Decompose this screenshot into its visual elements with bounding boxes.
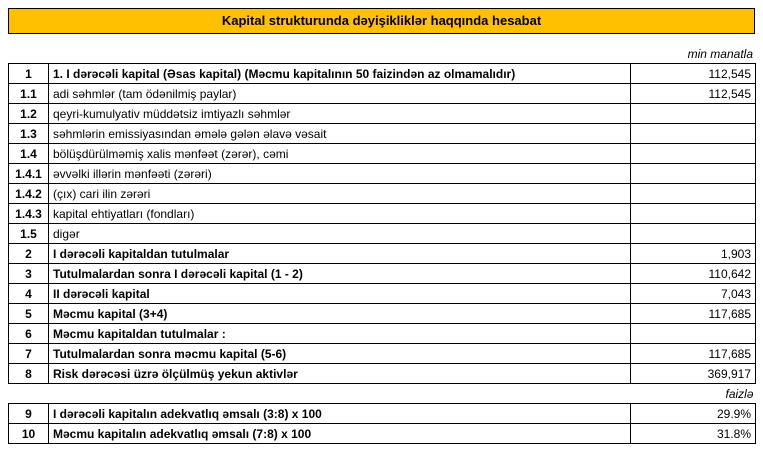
row-value: 117,685	[631, 304, 756, 324]
row-value	[631, 104, 756, 124]
row-label: səhmlərin emissiyasından əmələ gələn əlavə vəsait	[49, 124, 631, 144]
row-value	[631, 224, 756, 244]
table-row	[9, 184, 756, 204]
table-row	[9, 124, 756, 144]
table-row	[9, 64, 756, 84]
table-row	[9, 224, 756, 244]
row-label: Məcmu kapitalın adekvatlıq əmsalı (7:8) x 100	[49, 424, 631, 444]
row-label: II dərəcəli kapital	[49, 284, 631, 304]
row-label: digər	[49, 224, 631, 244]
row-number: 5	[9, 304, 49, 324]
row-number: 1.4	[9, 144, 49, 164]
row-value: 7,043	[631, 284, 756, 304]
report-title: Kapital strukturunda dəyişikliklər haqqında hesabat	[221, 13, 542, 28]
row-number: 10	[9, 424, 49, 444]
report-title-bar	[8, 8, 755, 34]
unit-note-percent: faizlə	[725, 386, 754, 401]
row-number: 1.4.3	[9, 204, 49, 224]
unit-note-row	[9, 384, 756, 404]
row-label: Tutulmalardan sonra məcmu kapital (5-6)	[49, 344, 631, 364]
table-row	[9, 304, 756, 324]
row-number: 1	[9, 64, 49, 84]
row-label: adi səhmlər (tam ödənilmiş paylar)	[49, 84, 631, 104]
table-row	[9, 404, 756, 424]
table-row	[9, 264, 756, 284]
row-number: 9	[9, 404, 49, 424]
row-value	[631, 204, 756, 224]
row-label: qeyri-kumulyativ müddətsiz imtiyazlı səhmlər	[49, 104, 631, 124]
row-number: 1.5	[9, 224, 49, 244]
row-value: 112,545	[631, 64, 756, 84]
row-value: 31.8%	[631, 424, 756, 444]
capital-structure-table	[8, 63, 756, 444]
row-label: bölüşdürülməmiş xalis mənfəət (zərər), cəmi	[49, 144, 631, 164]
table-row	[9, 84, 756, 104]
row-value: 110,642	[631, 264, 756, 284]
row-number: 2	[9, 244, 49, 264]
row-value: 1,903	[631, 244, 756, 264]
row-value: 369,917	[631, 364, 756, 384]
row-label: Risk dərəcəsi üzrə ölçülmüş yekun aktivlər	[49, 364, 631, 384]
row-value	[631, 144, 756, 164]
table-row	[9, 324, 756, 344]
row-number: 1.1	[9, 84, 49, 104]
row-value: 117,685	[631, 344, 756, 364]
row-label: əvvəlki illərin mənfəəti (zərəri)	[49, 164, 631, 184]
row-number: 7	[9, 344, 49, 364]
row-number: 1.3	[9, 124, 49, 144]
row-number: 1.4.1	[9, 164, 49, 184]
row-label: (çıx) cari ilin zərəri	[49, 184, 631, 204]
row-number: 1.4.2	[9, 184, 49, 204]
table-row	[9, 204, 756, 224]
row-label: kapital ehtiyatları (fondları)	[49, 204, 631, 224]
row-number: 6	[9, 324, 49, 344]
row-number: 4	[9, 284, 49, 304]
table-row	[9, 164, 756, 184]
row-label: Tutulmalardan sonra I dərəcəli kapital (1 - 2)	[49, 264, 631, 284]
row-value: 112,545	[631, 84, 756, 104]
row-number: 3	[9, 264, 49, 284]
row-label: I dərəcəli kapitaldan tutulmalar	[49, 244, 631, 264]
table-row	[9, 104, 756, 124]
row-value	[631, 184, 756, 204]
unit-note-thousand-manat: min manatla	[687, 47, 753, 61]
row-value: 29.9%	[631, 404, 756, 424]
table-row	[9, 144, 756, 164]
row-value	[631, 164, 756, 184]
row-value	[631, 124, 756, 144]
row-label: 1. I dərəcəli kapital (Əsas kapital) (Məcmu kapitalının 50 faizindən az olmamalıdır)	[49, 64, 631, 84]
row-label: Məcmu kapital (3+4)	[49, 304, 631, 324]
row-number: 1.2	[9, 104, 49, 124]
row-label: I dərəcəli kapitalın adekvatlıq əmsalı (3:8) x 100	[49, 404, 631, 424]
table-row	[9, 364, 756, 384]
table-row	[9, 424, 756, 444]
row-label: Məcmu kapitaldan tutulmalar :	[49, 324, 631, 344]
row-value	[631, 324, 756, 344]
table-row	[9, 284, 756, 304]
table-row	[9, 244, 756, 264]
table-row	[9, 344, 756, 364]
row-number: 8	[9, 364, 49, 384]
